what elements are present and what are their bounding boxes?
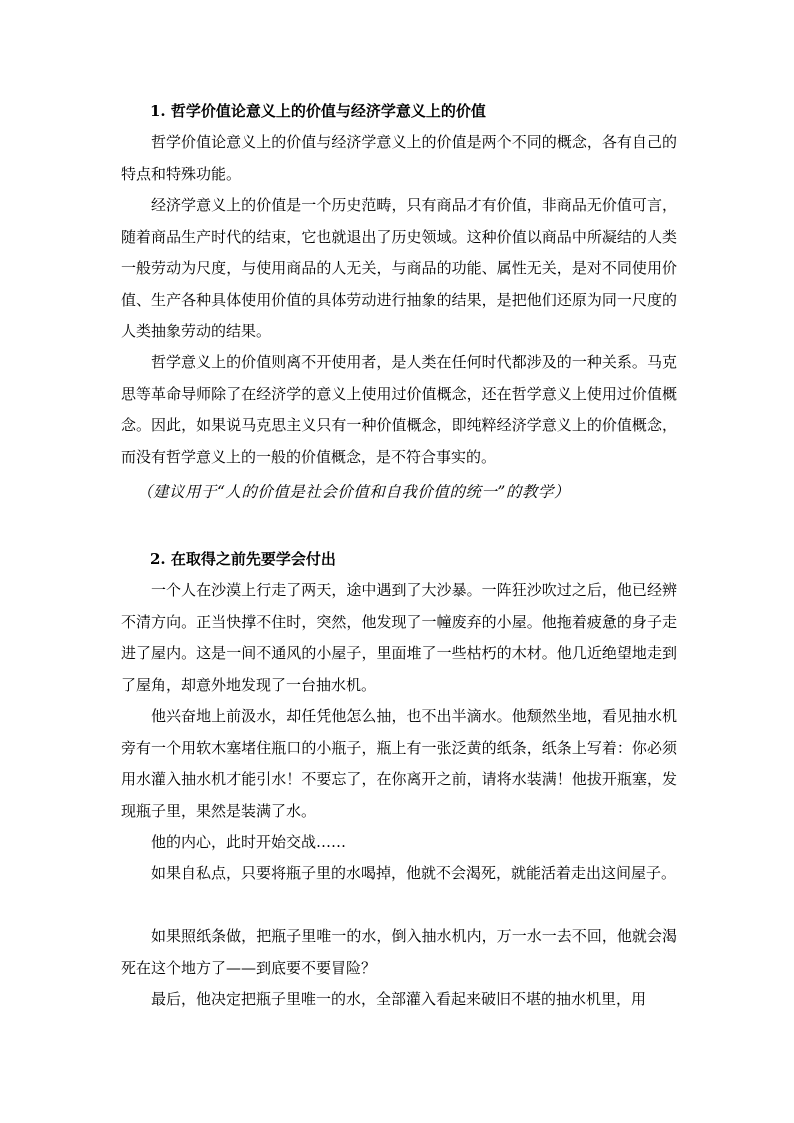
teaching-note: （建议用于“人的价值是社会价值和自我价值的统一”的教学） xyxy=(137,483,570,501)
section-heading-philosophy-value: 1. 哲学价值论意义上的价值与经济学意义上的价值 xyxy=(150,102,486,120)
section-heading-give-before-take: 2. 在取得之前先要学会付出 xyxy=(150,550,336,568)
paragraph: 经济学意义上的价值是一个历史范畴，只有商品才有价值，非商品无价值可言，随着商品生产时代的结束，它也就退出了历史领域。这种价值以商品中所凝结的人类一般劳动为尺度，与使用商品的人无关，与商品的功能、属性无关，是对不同使用价值、生产各种具体使用价值的具体劳动进行抽象的结果，是把他们还原为同一尺度的人类抽象劳动的结果。 xyxy=(121,196,677,340)
paragraph: 最后，他决定把瓶子里唯一的水，全部灌入看起来破旧不堪的抽水机里，用 xyxy=(151,990,647,1008)
paragraph: 哲学意义上的价值则离不开使用者，是人类在任何时代都涉及的一种关系。马克思等革命导师除了在经济学的意义上使用过价值概念，还在哲学意义上使用过价值概念。因此，如果说马克思主义只有一种价值概念，即纯粹经济学意义上的价值概念，而没有哲学意义上的一般的价值概念，是不符合事实的。 xyxy=(121,353,677,466)
paragraph: 一个人在沙漠上行走了两天，途中遇到了大沙暴。一阵狂沙吹过之后，他已经辨不清方向。正当快撑不住时，突然，他发现了一幢废弃的小屋。他拖着疲惫的身子走进了屋内。这是一间不通风的小屋子，里面堆了一些枯朽的木材。他几近绝望地走到了屋角，却意外地发现了一台抽水机。 xyxy=(121,581,677,694)
paragraph: 哲学价值论意义上的价值与经济学意义上的价值是两个不同的概念，各有自己的特点和特殊功能。 xyxy=(121,133,677,183)
paragraph: 他兴奋地上前汲水，却任凭他怎么抽，也不出半滴水。他颓然坐地，看见抽水机旁有一个用软木塞堵住瓶口的小瓶子，瓶上有一张泛黄的纸条，纸条上写着：你必须用水灌入抽水机才能引水！不要忘了，在你离开之前，请将水装满！他拔开瓶塞，发现瓶子里，果然是装满了水。 xyxy=(121,707,677,820)
paragraph: 如果自私点，只要将瓶子里的水喝掉，他就不会渴死，就能活着走出这间屋子。 xyxy=(151,864,677,882)
paragraph: 如果照纸条做，把瓶子里唯一的水，倒入抽水机内，万一水一去不回，他就会渴死在这个地方了——到底要不要冒险？ xyxy=(121,927,677,977)
paragraph: 他的内心，此时开始交战…… xyxy=(151,833,347,851)
